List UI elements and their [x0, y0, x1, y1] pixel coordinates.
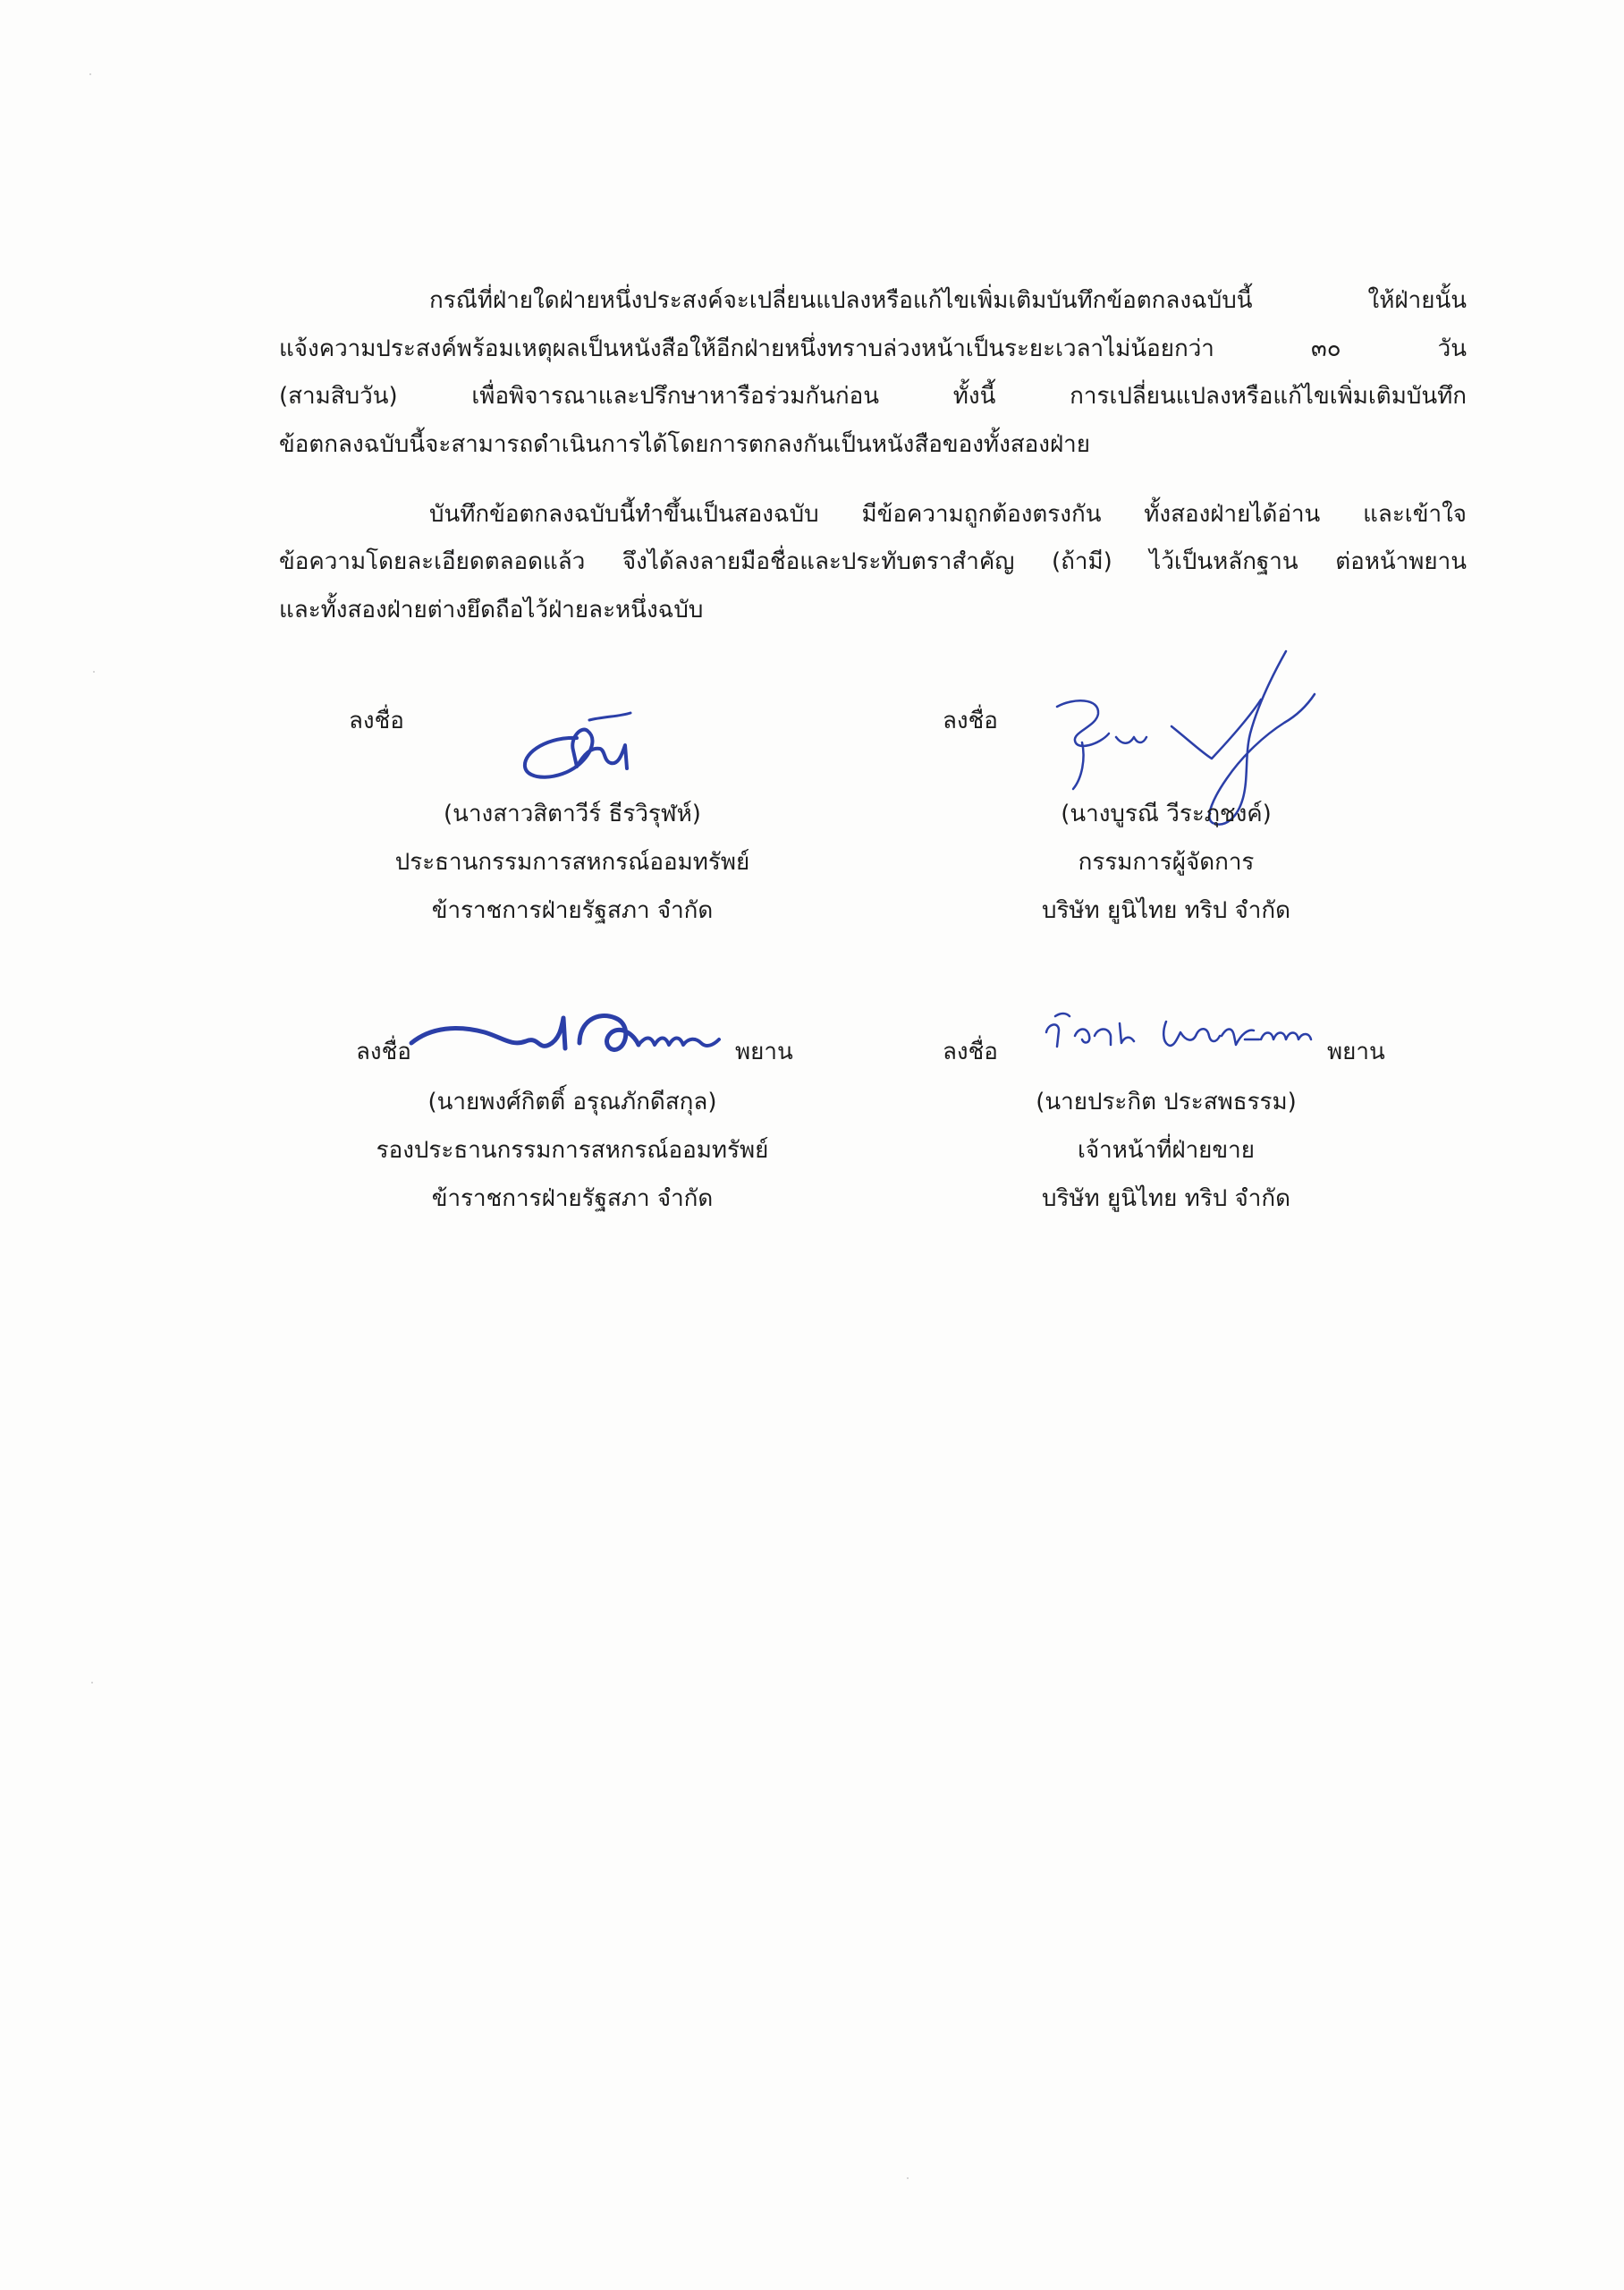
sign-label: ลงชื่อ: [349, 708, 404, 734]
witness2-signature-mark: [1037, 1000, 1329, 1063]
paragraph1-line-1: กรณีที่ฝ่ายใดฝ่ายหนึ่งประสงค์จะเปลี่ยนแปลงหรือแก้ไขเพิ่มเติมบันทึกข้อตกลงฉบับนี้ ให้ฝ่ายนั้น: [429, 287, 1467, 314]
paragraph1-line-4: ข้อตกลงฉบับนี้จะสามารถดำเนินการได้โดยการตกลงกันเป็นหนังสือของทั้งสองฝ่าย: [279, 431, 1091, 458]
party2-organization: บริษัท ยูนิไทย ทริป จำกัด: [1041, 897, 1291, 924]
party1-signature-mark: [514, 711, 657, 792]
witness1-signature-mark: [404, 1000, 735, 1063]
party2-name: (นางบูรณี วีระภุชงค์): [1061, 801, 1272, 827]
party1-name: (นางสาวสิตาวีร์ ธีรวิรุฬห์): [444, 801, 701, 827]
witness2-name: (นายประกิต ประสพธรรม): [1036, 1089, 1297, 1115]
witness1-name: (นายพงศ์กิตติ์ อรุณภักดีสกุล): [427, 1089, 717, 1115]
witness2-organization: บริษัท ยูนิไทย ทริป จำกัด: [1041, 1185, 1291, 1212]
paragraph2-line-1: บันทึกข้อตกลงฉบับนี้ทำขึ้นเป็นสองฉบับ มีข้อความถูกต้องตรงกัน ทั้งสองฝ่ายได้อ่าน และเข้าใจ: [429, 501, 1467, 528]
witness2-title: เจ้าหน้าที่ฝ่ายขาย: [1077, 1137, 1256, 1164]
witness-suffix: พยาน: [1327, 1039, 1385, 1065]
scan-speck: [89, 73, 91, 75]
paragraph1-line-3: (สามสิบวัน) เพื่อพิจารณาและปรึกษาหารือร่วมกันก่อน ทั้งนี้ การเปลี่ยนแปลงหรือแก้ไขเพิ่มเติมบันทึก: [279, 383, 1467, 410]
party1-organization: ข้าราชการฝ่ายรัฐสภา จำกัด: [431, 897, 714, 924]
scan-speck: [91, 1682, 93, 1684]
paragraph1-line-2: แจ้งความประสงค์พร้อมเหตุผลเป็นหนังสือให้อีกฝ่ายหนึ่งทราบล่วงหน้าเป็นระยะเวลาไม่น้อยกว่า ๓๐ วัน: [279, 335, 1467, 362]
scan-speck: [93, 671, 95, 673]
party1-title: ประธานกรรมการสหกรณ์ออมทรัพย์: [394, 849, 750, 876]
witness1-title: รองประธานกรรมการสหกรณ์ออมทรัพย์: [376, 1137, 769, 1164]
witness1-organization: ข้าราชการฝ่ายรัฐสภา จำกัด: [431, 1185, 714, 1212]
sign-label: ลงชื่อ: [356, 1039, 411, 1065]
witness-suffix: พยาน: [735, 1039, 793, 1065]
sign-label: ลงชื่อ: [943, 708, 998, 734]
paragraph2-line-2: ข้อความโดยละเอียดตลอดแล้ว จึงได้ลงลายมือชื่อและประทับตราสำคัญ (ถ้ามี) ไว้เป็นหลักฐาน ต่อหน้าพยาน: [279, 548, 1467, 575]
sign-label: ลงชื่อ: [943, 1039, 998, 1065]
paragraph2-line-3: และทั้งสองฝ่ายต่างยึดถือไว้ฝ่ายละหนึ่งฉบับ: [279, 597, 704, 623]
scan-speck: [907, 2177, 909, 2179]
party2-title: กรรมการผู้จัดการ: [1078, 849, 1255, 876]
